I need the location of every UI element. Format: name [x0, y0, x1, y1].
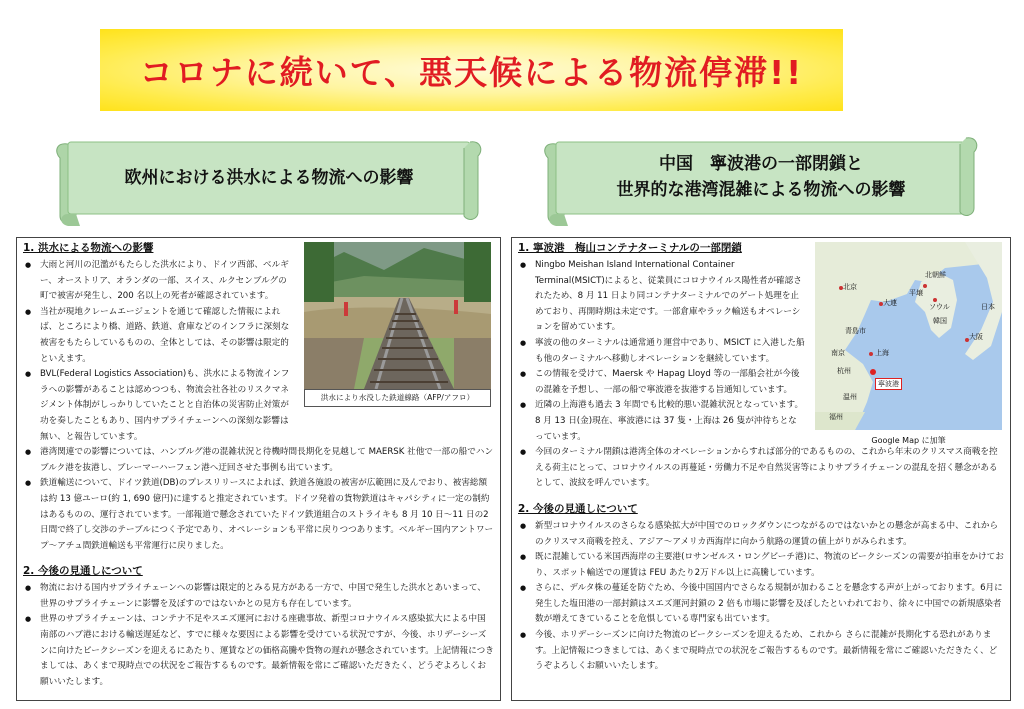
map-label: 青島市 — [845, 327, 866, 335]
right-scroll-heading-line1: 中国 寧波港の一部閉鎖と — [659, 154, 863, 174]
list-item: ● 今後、ホリデーシーズンに向けた物流のピークシーズンを迎えるため、これから さらに混雑が長期化する恐れがあります。上記情報につきましては、あくまで現時点での状況をご報告するものです。最新情報を常にご確認いただきたく、どうぞよろしくお願いいたします。 — [518, 628, 1004, 675]
map-label: 大阪 — [969, 333, 983, 341]
list-item: ● 鉄道輸送について、ドイツ鉄道(DB)のプレスリリースによれば、鉄道各施設の被害が広範囲に及んでおり、被害総額は約 13 億ユーロ(約 1, 690 億円)に達すると推定されています。ドイツ発着の貨物鉄道はキャパシティに一定の制約はあるものの、運行されています。一部報道で懸念されていたドイツ鉄道組合のストライキも 8 月 10 日～11 日の2日間で終了し交渉のテーブルにつく予定であり、オペレーションも平常に戻りつつあります。ベルギー国内アントワープ～アチュ間鉄道輸送も平常運行に戻りました。 — [23, 476, 494, 554]
map-label: 杭州 — [837, 367, 851, 375]
list-item: ● さらに、デルタ株の蔓延を防ぐため、今後中国国内でさらなる規制が加わることを懸念する声が上がっております。6月に発生した塩田港の一部封鎖はスエズ運河封鎖の 2 倍も市場に影響を及ぼしたといわれており、徐々に中国での新規感染者数が増えてきていることを危惧している専門家も出ています。 — [518, 581, 1004, 628]
right-section1-heading: 1. 寧波港 梅山コンテナターミナルの一部閉鎖 — [518, 242, 742, 254]
map-label: 北京 — [843, 283, 857, 291]
right-scroll-heading-line2: 世界的な港湾混雑による物流への影響 — [616, 180, 906, 200]
map-label: 上海 — [875, 349, 889, 357]
left-scroll-title — [50, 128, 488, 230]
list-item: ● 当社が現地クレームエージェントを通じて確認した情報によれば、ところにより橋、道路、鉄道、倉庫などのインフラに深刻な被害をもたらしているものの、全体としては、その影響は限定的といえます。 — [23, 305, 292, 367]
map-caption: Google Map に加筆 — [871, 436, 946, 445]
map-label: 北朝鮮 — [925, 271, 946, 279]
list-item: ● 物流における国内サプライチェーンへの影響は限定的とみる見方がある一方で、中国で発生した洪水とあいまって、世界のサプライチェーンに影響を及ぼすのではないかとの見方も存在しています。 — [23, 581, 494, 612]
left-section2-list — [23, 581, 494, 690]
right-scroll-title — [538, 128, 984, 230]
map-label: 南京 — [831, 349, 845, 357]
left-content-box — [16, 237, 501, 701]
list-item: ● 港湾関連での影響については、ハンブルグ港の混雑状況と待機時間長期化を見越して MAERSK 社他で一部の船でハンブルク港を抜港し、ブレーマーハーフェン港へ迂回させた事例も出ています。 — [23, 445, 494, 476]
list-item: ● この情報を受けて、Maersk や Hapag Lloyd 等の一部船会社が今後の混雑を予想し、一部の船で寧波港を抜港する旨通知しています。 — [518, 367, 805, 398]
map-label: 温州 — [843, 393, 857, 401]
map-label: 韓国 — [933, 317, 947, 325]
map-label: 福州 — [829, 413, 843, 421]
east-asia-map — [815, 242, 1002, 430]
right-content-box — [511, 237, 1011, 701]
list-item: ● Ningbo Meishan Island International Container Terminal(MSICT)によると、従業員にコロナウイルス陽性者が確認されたため、8 月 11 日より同コンテナターミナルでのゲート処理を止めており、再開時期は未定です。一部倉庫やラック輸送もオペレーションを留めています。 — [518, 258, 805, 336]
list-item: ● 既に混雑している米国西海岸の主要港(ロサンゼルス・ロングビーチ港)に、物流のピークシーズンの需要が拍車をかけており、スポット輸送での運賃は FEU あたり2万ドル以上に高騰しています。 — [518, 550, 1004, 581]
list-item: ● 大雨と河川の氾濫がもたらした洪水により、ドイツ西部、ベルギー、オーストリア、オランダの一部、スイス、ルクセンブルグの町で被害が発生し、200 名以上の死者が確認されています。 — [23, 258, 292, 305]
left-scroll-heading: 欧州における洪水による物流への影響 — [124, 168, 414, 188]
flooded-railway-photo — [304, 242, 491, 389]
list-item: ● 新型コロナウイルスのさらなる感染拡大が中国でのロックダウンにつながるのではないかとの懸念が高まる中、これからのクリスマス商戦を控え、アジア～アメリカ西海岸に向かう航路の運賃の値上がりがみられます。 — [518, 519, 1004, 550]
list-item: ● 寧波の他のターミナルは通常通り運営中であり、MSICT に入港した船も他のターミナルへ移動しオペレーションを継続しています。 — [518, 336, 805, 367]
list-item: ● 今回のターミナル閉鎖は港湾全体のオペレーションからすれば部分的であるものの、これから年末のクリスマス商戦を控える荷主にとって、コロナウイルスの再蔓延・労働力不足や自然災害等によりサプライチェーンの混乱を招く懸念があるとして、波紋を呼んでいます。 — [518, 445, 1004, 492]
headline-banner — [100, 29, 843, 111]
photo-caption: 洪水により水没した鉄道線路（AFP/アフロ） — [304, 389, 491, 407]
map-label: 大連 — [883, 299, 897, 307]
right-section2-heading: 2. 今後の見通しについて — [518, 502, 638, 515]
right-section2-list — [518, 519, 1004, 675]
map-label: 寧波港 — [875, 378, 902, 390]
map-label: 平壌 — [909, 289, 923, 297]
list-item: ● 世界のサプライチェーンは、コンテナ不足やスエズ運河における座礁事故、新型コロナウイルス感染拡大による中国南部のハブ港における輸送遅延など、すでに様々な要因による影響を受けている状況ですが、今後、ホリデーシーズンに向けたピークシーズンを迎えるにあたり、運賃などの価格高騰や貨物の遅れが懸念されています。上記情報につきましては、あくまで現時点での状況をご報告するものです。最新情報を常にご確認いただきたく、どうぞよろしくお願いいたします。 — [23, 612, 494, 690]
left-section2-heading: 2. 今後の見通しについて — [23, 565, 143, 578]
map-label: 日本 — [981, 303, 995, 311]
list-item: ● BVL(Federal Logistics Association)も、洪水による物流インフラへの影響があることは認めつつも、物流会社各社のリスクマネジメント体制がしっかりしていたことと自治体の災害防止対策が功を奏したこともあり、国内サプライチェーンへの深刻な影響は無い、と報告しています。 — [23, 367, 292, 445]
headline-title: コロナに続いて、悪天候による物流停滞!! — [139, 52, 804, 92]
list-item: ● 近隣の上海港も過去 3 年間でも比較的悪い混雑状況となっています。8 月 13 日(金)現在、寧波港には 37 隻・上海は 26 隻が沖待ちとなっています。 — [518, 398, 805, 445]
left-section1-heading: 1. 洪水による物流への影響 — [23, 242, 154, 254]
map-label: ソウル — [929, 303, 950, 311]
